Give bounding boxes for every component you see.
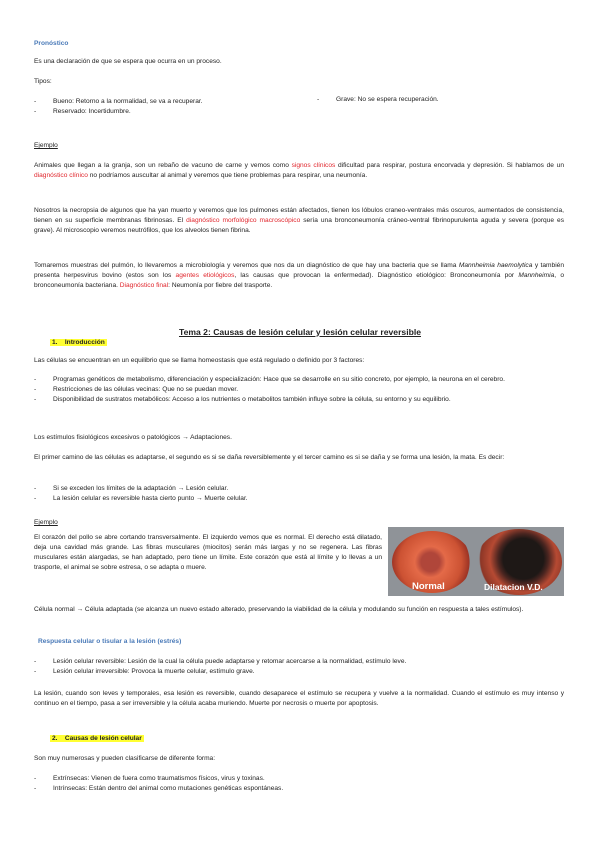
list-item: - Grave: No se espera recuperación.: [317, 95, 537, 105]
caminos-paragraph: El primer camino de las células es adaptarse, el segundo es si se daña reversiblemente y el tercer camino es si se daña y se forma una lesión, la mata. Es decir:: [34, 454, 505, 461]
list-item: - Bueno: Retorno a la normalidad, se va a recuperar.: [34, 97, 284, 107]
list-item: - Intrínsecas: Están dentro del animal como mutaciones genéticas espontáneas.: [34, 784, 534, 794]
causas-paragraph: Son muy numerosas y pueden clasificarse de diferente forma:: [34, 755, 216, 762]
list-item: - Extrínsecas: Vienen de fuera como traumatismos físicos, virus y toxinas.: [34, 774, 534, 784]
factores-list: [34, 375, 564, 405]
tema-title: Tema 2: Causas de lesión celular y lesión celular reversible: [178, 326, 421, 337]
pronostico-definition: Es una declaración de que se espera que ocurra en un proceso.: [34, 58, 222, 65]
introduccion-heading: 1. Introducción: [52, 339, 105, 346]
list-item: - Si se exceden los límites de la adaptación → Lesión celular.: [34, 484, 534, 494]
list-item: - Restricciones de las células vecinas: Que no se puedan mover.: [34, 385, 564, 395]
celula-adaptada-paragraph: Célula normal → Célula adaptada (se alcanza un nuevo estado alterado, preservando la viabilidad de la célula y modulando su función en respuesta a tales estímulos).: [34, 606, 524, 613]
list-item: - Lesión celular reversible: Lesión de la cual la célula puede adaptarse y retomar acercarse a la normalidad, estímulo leve.: [34, 657, 564, 667]
ejemplo-paragraph-1: Animales que llegan a la granja, son un rebaño de vacuno de carne y vemos como signos clínicos dificultad para respirar, postura encorvada y depresión. Si hablamos de un diagnóstico clínico no podríamos auscultar al animal y veremos que tiene problemas para respirar, una neumonía.: [34, 162, 564, 179]
normal-label: Normal: [412, 581, 445, 592]
tipos-list: [34, 97, 284, 117]
tipos-label: Tipos:: [34, 78, 52, 85]
respuesta-heading: Respuesta celular o tisular a la lesión (estrés): [38, 638, 182, 645]
tipo-grave-list: [317, 95, 537, 105]
adaptacion-list: [34, 484, 534, 504]
ejemplo-paragraph-3: Tomaremos muestras del pulmón, lo llevaremos a microbiología y veremos que nos da un diagnóstico de que hay una bacteria que se llama Mannheimia haemolytica y también presenta herpesvirus bovino (estos son los agentes etiológicos, las causas que provocan la enfermedad). Diagnóstico etiológico: Bronconeumonía por Mannheimia, o bronconeumonía bacteriana. Diagnóstico final: Neumonía por fiebre del trasporte.: [34, 262, 565, 289]
causas-heading: 2. Causas de lesión celular: [52, 735, 142, 742]
list-item: - Lesión celular irreversible: Provoca la muerte celular, estímulo grave.: [34, 667, 564, 677]
heart-cross-section-photo: [388, 527, 564, 596]
estimulos-paragraph: Los estímulos fisiológicos excesivos o patológicos → Adaptaciones.: [34, 434, 232, 441]
list-item: - Programas genéticos de metabolismo, diferenciación y especialización: Hace que se desarrolle en su sitio concreto, por ejemplo, la neurona en el cerebro.: [34, 375, 564, 385]
respuesta-paragraph: La lesión, cuando son leves y temporales, esa lesión es reversible, cuando desaparece el estímulo se recupera y vuelve a la normalidad. Cuando el estímulo es muy intenso y continuo en el tiempo, pasa a ser irreversible y la célula acaba muriendo. Muerte por necrosis o muerte por apoptosis.: [34, 690, 564, 707]
ejemplo-paragraph-2: Nosotros la necropsia de algunos que ha yan muerto y veremos que los pulmones están afectados, tienen los lóbulos craneo-ventrales más oscuros, aumentados de consistencia, tienen en su superficie membranas fibrinosas. El diagnóstico morfológico macroscópico sería una bronconeumonía cráneo-ventral fibrinopurulenta aguda y severa (porque es grave). Al microscopio veremos neutrófilos, que los alveolos tienen fibrina.: [34, 207, 564, 234]
list-item: - La lesión celular es reversible hasta cierto punto → Muerte celular.: [34, 494, 534, 504]
list-item: - Reservado: Incertidumbre.: [34, 107, 284, 117]
respuesta-list: [34, 657, 564, 677]
introduccion-paragraph: Las células se encuentran en un equilibrio que se llama homeostasis que está regulado o definido por 3 factores:: [34, 357, 365, 364]
pronostico-title: Pronóstico: [34, 40, 69, 47]
dilatacion-label: Dilatacion V.D.: [484, 582, 543, 592]
causas-list: [34, 774, 534, 794]
ejemplo-corazon-paragraph: El corazón del pollo se abre cortando transversalmente. El izquierdo vemos que es normal. El derecho está dilatado, deja una cavidad más grande. Las fibras musculares (miocitos) serán más largas y no se regenera. Las fibras musculares están alargadas, se han adaptado, pero tiene un límite. Este corazón que está al límite y lo llevas a un trasporte, el animal se sobre estresa, o se adapta o muere.: [34, 534, 382, 571]
ejemplo-heading: Ejemplo: [34, 142, 58, 149]
list-item: - Disponibilidad de sustratos metabólicos: Acceso a los nutrientes o metabolitos también influye sobre la célula, su entorno y su equilibrio.: [34, 395, 564, 405]
ejemplo-heading: Ejemplo: [34, 519, 58, 526]
